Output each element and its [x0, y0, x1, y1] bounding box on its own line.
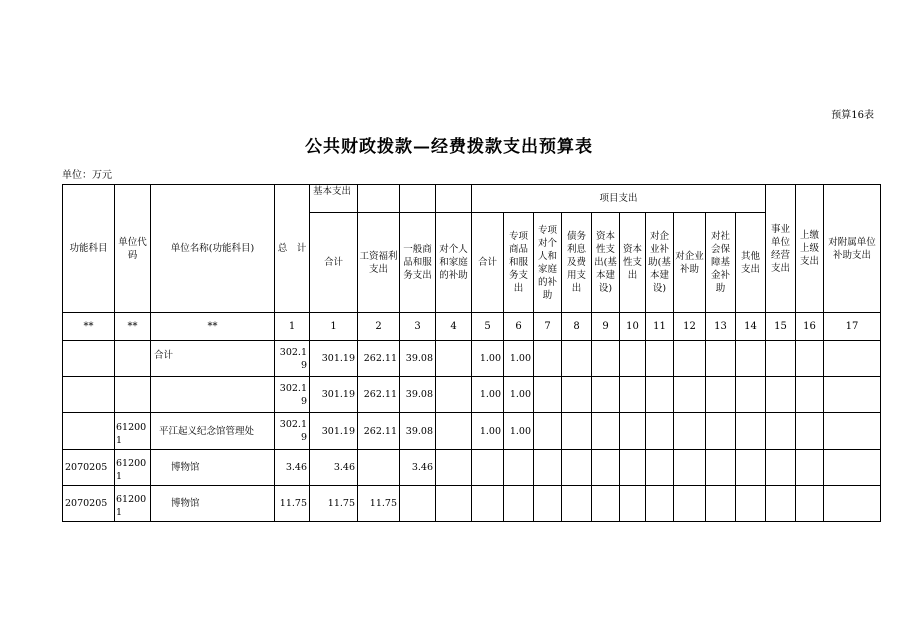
cell-basic-total: 301.19 [310, 413, 358, 450]
cell-empty [562, 486, 592, 522]
cell-empty [620, 413, 646, 450]
cell-func: 2070205 [63, 450, 115, 486]
header-project: 项目支出 [472, 185, 766, 213]
cell-empty [436, 377, 472, 413]
cell-empty [796, 486, 824, 522]
cell-basic-wage: 11.75 [358, 486, 400, 522]
cell-empty [796, 413, 824, 450]
cell-basic-wage [358, 450, 400, 486]
cell-basic-wage: 262.11 [358, 377, 400, 413]
cell-empty [646, 377, 674, 413]
cell-basic-goods: 39.08 [400, 413, 436, 450]
cell-project-total [472, 486, 504, 522]
cell-empty [736, 341, 766, 377]
cell-empty [646, 413, 674, 450]
cell-empty [674, 450, 706, 486]
cell-empty [620, 486, 646, 522]
header-unit-name: 单位名称(功能科目) [151, 185, 275, 313]
cell-empty [706, 413, 736, 450]
cell-basic-total: 3.46 [310, 450, 358, 486]
cell-empty [534, 377, 562, 413]
cell-empty [592, 341, 620, 377]
cell-empty [592, 450, 620, 486]
cell-empty [592, 413, 620, 450]
cell-project-goods [504, 450, 534, 486]
header-basic-goods: 一般商品和服务支出 [400, 213, 436, 313]
cell-project-goods [504, 486, 534, 522]
cell-empty [534, 341, 562, 377]
cell-empty [674, 413, 706, 450]
header-basic-wage: 工资福利支出 [358, 213, 400, 313]
cell-func [63, 377, 115, 413]
cell-empty [796, 377, 824, 413]
table-row [63, 450, 881, 486]
marker-cell: 2 [358, 313, 400, 341]
cell-empty [674, 486, 706, 522]
cell-empty [736, 450, 766, 486]
cell-empty [674, 377, 706, 413]
page-title: 公共财政拨款—经费拨款支出预算表 [305, 137, 593, 157]
table-row [63, 486, 881, 522]
cell-code: 612001 [115, 413, 151, 450]
marker-cell: 1 [275, 313, 310, 341]
cell-empty [646, 486, 674, 522]
header-project-personal: 专项对个人和家庭的补助 [534, 213, 562, 313]
cell-empty [706, 341, 736, 377]
cell-empty [436, 486, 472, 522]
cell-project-total [472, 450, 504, 486]
cell-empty [436, 413, 472, 450]
cell-empty [766, 413, 796, 450]
cell-empty [592, 377, 620, 413]
marker-cell: 12 [674, 313, 706, 341]
cell-empty [706, 486, 736, 522]
cell-empty [824, 341, 881, 377]
cell-func [63, 341, 115, 377]
cell-empty [592, 486, 620, 522]
header-total: 总 计 [275, 185, 310, 313]
cell-empty [736, 377, 766, 413]
cell-func: 2070205 [63, 486, 115, 522]
header-project-goods: 专项商品和服务支出 [504, 213, 534, 313]
cell-func [63, 413, 115, 450]
marker-cell: 16 [796, 313, 824, 341]
header-blank-3 [436, 185, 472, 213]
cell-code: 612001 [115, 450, 151, 486]
cell-total: 302.19 [275, 341, 310, 377]
marker-cell: 1 [310, 313, 358, 341]
form-number: 预算16表 [831, 110, 874, 121]
cell-empty [766, 341, 796, 377]
header-basic: 基本支出 [310, 185, 358, 213]
header-upper: 上缴上级支出 [796, 185, 824, 313]
cell-basic-goods: 3.46 [400, 450, 436, 486]
header-project-social: 对社会保障基金补助 [706, 213, 736, 313]
cell-empty [534, 413, 562, 450]
cell-empty [674, 341, 706, 377]
header-project-debt: 债务利息及费用支出 [562, 213, 592, 313]
cell-basic-total: 11.75 [310, 486, 358, 522]
cell-empty [562, 413, 592, 450]
table-row [63, 413, 881, 450]
header-blank-2 [400, 185, 436, 213]
cell-empty [436, 341, 472, 377]
cell-basic-wage: 262.11 [358, 413, 400, 450]
cell-basic-total: 301.19 [310, 341, 358, 377]
marker-cell: 7 [534, 313, 562, 341]
cell-name [151, 377, 275, 413]
marker-cell: 13 [706, 313, 736, 341]
cell-empty [620, 341, 646, 377]
header-func-subject: 功能科目 [63, 185, 115, 313]
marker-cell: 17 [824, 313, 881, 341]
cell-basic-goods: 39.08 [400, 377, 436, 413]
marker-cell: ** [151, 313, 275, 341]
cell-empty [706, 377, 736, 413]
cell-empty [796, 450, 824, 486]
cell-basic-wage: 262.11 [358, 341, 400, 377]
cell-empty [766, 450, 796, 486]
marker-cell: 11 [646, 313, 674, 341]
marker-cell: 9 [592, 313, 620, 341]
cell-empty [620, 377, 646, 413]
header-project-ent-base: 对企业补助(基本建设) [646, 213, 674, 313]
cell-name: 合计 [151, 341, 275, 377]
cell-empty [824, 413, 881, 450]
marker-cell: 14 [736, 313, 766, 341]
cell-total: 11.75 [275, 486, 310, 522]
header-project-capital: 资本性支出 [620, 213, 646, 313]
cell-empty [562, 450, 592, 486]
cell-code: 612001 [115, 486, 151, 522]
cell-project-goods: 1.00 [504, 341, 534, 377]
cell-empty [824, 377, 881, 413]
cell-empty [766, 377, 796, 413]
cell-code [115, 377, 151, 413]
header-unit-code: 单位代码 [115, 185, 151, 313]
cell-project-total: 1.00 [472, 377, 504, 413]
cell-empty [824, 486, 881, 522]
table-row [63, 341, 881, 377]
cell-basic-goods: 39.08 [400, 341, 436, 377]
budget-table [62, 184, 881, 522]
cell-total: 3.46 [275, 450, 310, 486]
unit-label: 单位：万元 [62, 170, 112, 181]
cell-empty [766, 486, 796, 522]
cell-project-goods: 1.00 [504, 413, 534, 450]
cell-empty [796, 341, 824, 377]
cell-empty [620, 450, 646, 486]
cell-name: 平江起义纪念馆管理处 [151, 413, 275, 450]
header-basic-personal: 对个人和家庭的补助 [436, 213, 472, 313]
cell-project-goods: 1.00 [504, 377, 534, 413]
marker-cell: 3 [400, 313, 436, 341]
marker-cell: 6 [504, 313, 534, 341]
header-biz: 事业单位经营支出 [766, 185, 796, 313]
header-basic-total: 合计 [310, 213, 358, 313]
header-blank-1 [358, 185, 400, 213]
header-project-other: 其他支出 [736, 213, 766, 313]
cell-empty [646, 341, 674, 377]
cell-empty [736, 413, 766, 450]
cell-empty [706, 450, 736, 486]
cell-project-total: 1.00 [472, 413, 504, 450]
marker-cell: 15 [766, 313, 796, 341]
cell-basic-total: 301.19 [310, 377, 358, 413]
cell-empty [534, 450, 562, 486]
cell-empty [436, 450, 472, 486]
header-project-capital-base: 资本性支出(基本建设) [592, 213, 620, 313]
cell-basic-goods [400, 486, 436, 522]
cell-total: 302.19 [275, 377, 310, 413]
marker-cell: ** [115, 313, 151, 341]
header-project-total: 合计 [472, 213, 504, 313]
cell-empty [562, 341, 592, 377]
cell-name: 博物馆 [151, 486, 275, 522]
marker-cell: ** [63, 313, 115, 341]
header-project-ent: 对企业补助 [674, 213, 706, 313]
marker-cell: 4 [436, 313, 472, 341]
cell-empty [824, 450, 881, 486]
marker-cell: 8 [562, 313, 592, 341]
cell-empty [534, 486, 562, 522]
cell-name: 博物馆 [151, 450, 275, 486]
marker-cell: 5 [472, 313, 504, 341]
cell-total: 302.19 [275, 413, 310, 450]
header-sub: 对附属单位补助支出 [824, 185, 881, 313]
marker-cell: 10 [620, 313, 646, 341]
cell-empty [562, 377, 592, 413]
cell-code [115, 341, 151, 377]
cell-empty [646, 450, 674, 486]
cell-empty [736, 486, 766, 522]
cell-project-total: 1.00 [472, 341, 504, 377]
table-row [63, 377, 881, 413]
